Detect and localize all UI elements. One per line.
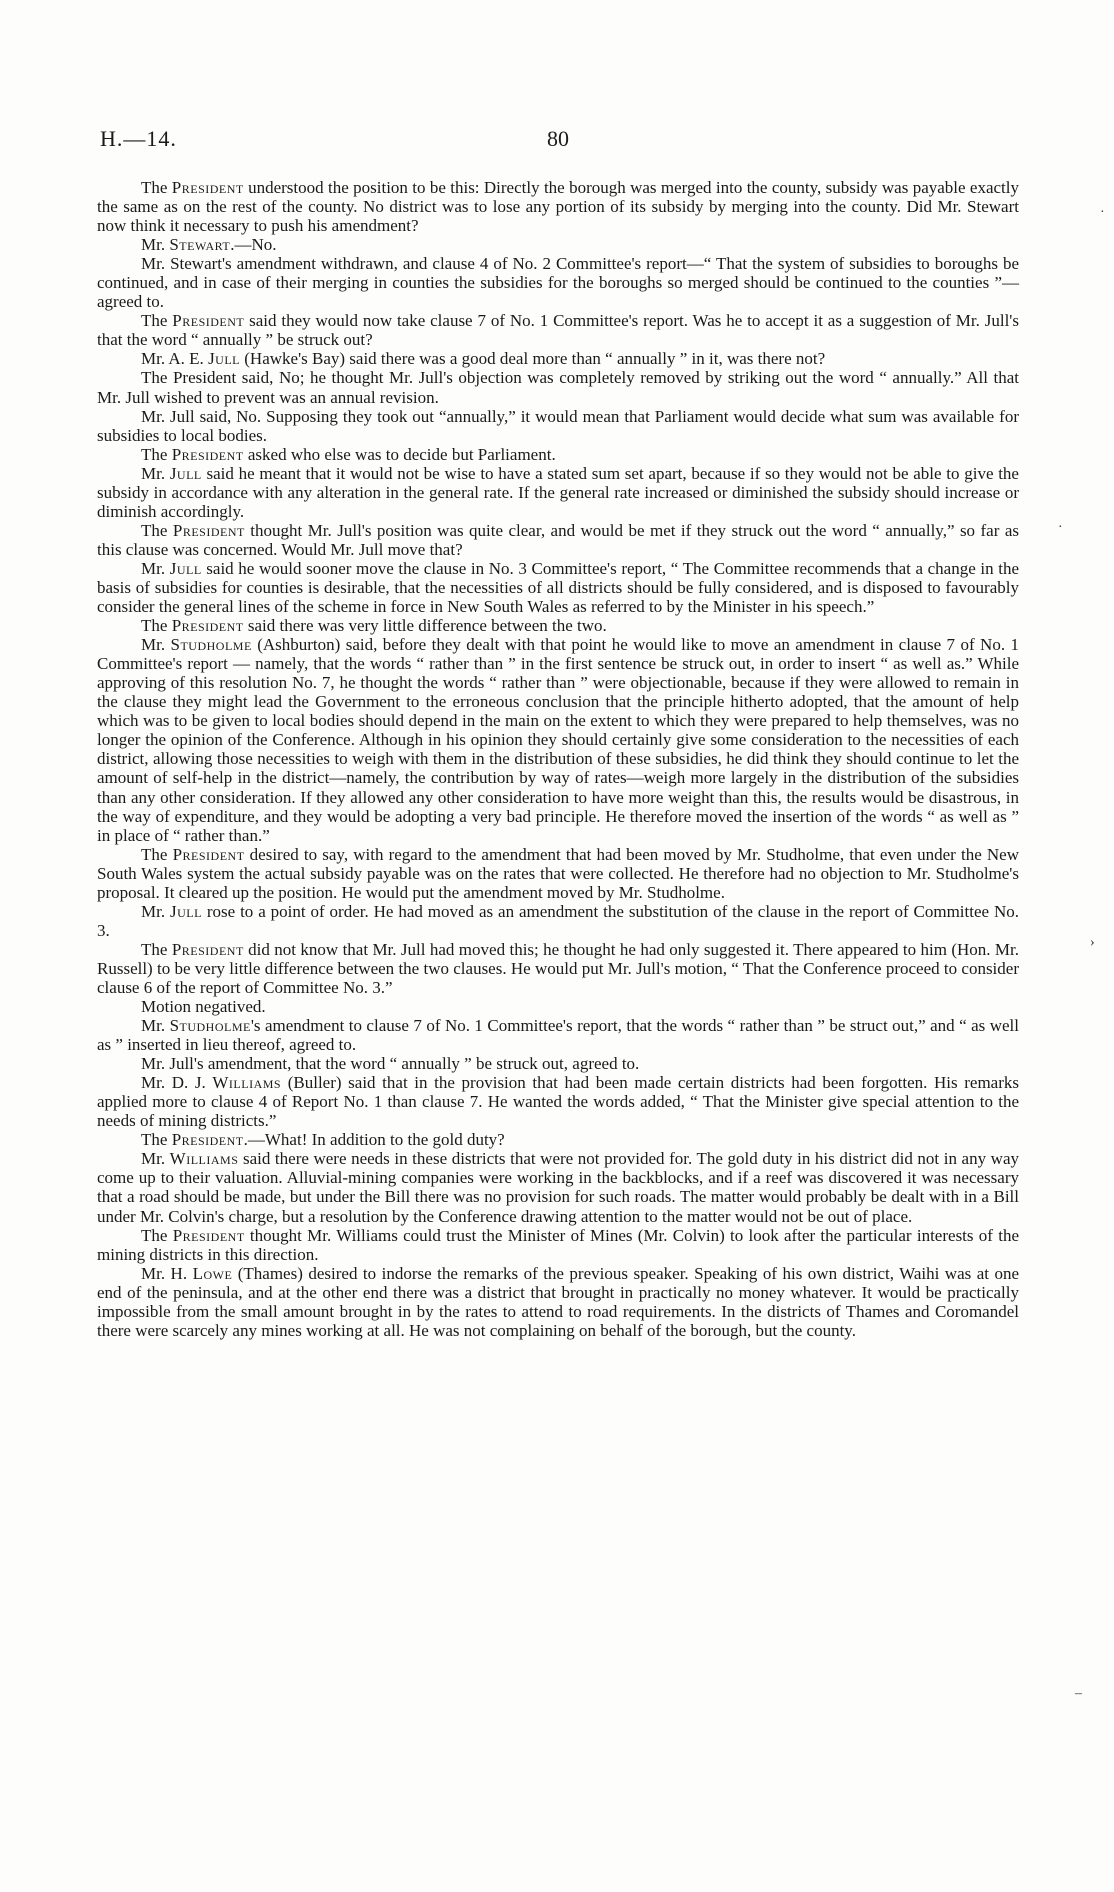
paragraph: [97, 559, 1019, 616]
paragraph: [97, 940, 1019, 997]
paragraph: [97, 1016, 1019, 1054]
paragraph-text: Mr.: [141, 635, 171, 655]
margin-mark: ›: [1090, 935, 1095, 950]
paragraph: [97, 635, 1019, 845]
paragraph-text: understood the position to be this: Directly the borough was merged into the county, subsidy was payable exactly the same as on the rest of the county. No district was to lose any portion of its subsidy by merging into the county. Did Mr. Stewart now think it necessary to push his amendment?: [97, 178, 1019, 236]
paragraph-text: Mr. Stewart's amendment withdrawn, and clause 4 of No. 2 Committee's report—“ That the system of subsidies to boroughs be continued, and in case of their merging in counties the subsidies for the boroughs so merged should be continued to the counties ”—agreed to.: [97, 254, 1019, 312]
speaker-name: President: [171, 616, 244, 636]
speaker-name: President: [172, 844, 245, 864]
speaker-name: President: [171, 1130, 244, 1150]
speaker-name: Stewart: [169, 235, 231, 255]
paragraph-text: Mr. H.: [141, 1263, 193, 1283]
paragraph-text: The President said, No; he thought Mr. Jull's objection was completely removed by striking out the word “ annually.” All that Mr. Jull wished to prevent was an annual revision.: [97, 368, 1019, 407]
speaker-name: President: [171, 939, 244, 959]
paragraph: [97, 521, 1019, 559]
paragraph-text: 's amendment to clause 7 of No. 1 Committee's report, that the words “ rather than ” be struct out,” and “ as well as ” inserted in lieu thereof, agreed to.: [97, 1016, 1019, 1055]
paragraph-text: said he meant that it would not be wise to have a stated sum set apart, because if so they would not be able to give the subsidy in accordance with any alteration in the general rate. If the general rate increased or diminished the subsidy should increase or diminish accordingly.: [97, 463, 1019, 521]
paragraph-text: said they would now take clause 7 of No. 1 Committee's report. Was he to accept it as a suggestion of Mr. Jull's that the word “ annually ” be struck out?: [97, 311, 1019, 350]
paragraph-text: Mr.: [141, 463, 170, 483]
speaker-name: Jull: [169, 558, 202, 578]
paragraph-text: The: [141, 844, 173, 864]
margin-mark: ·: [1100, 205, 1105, 220]
margin-mark: ·: [1058, 520, 1063, 535]
paragraph-text: said there was very little difference between the two.: [243, 616, 607, 636]
paragraph-text: Mr. Jull said, No. Supposing they took out “annually,” it would mean that Parliament would decide what sum was available for subsidies to local bodies.: [97, 406, 1019, 445]
page-header: [100, 126, 1020, 156]
speaker-name: President: [171, 178, 244, 197]
speaker-name: President: [172, 520, 245, 540]
paragraph-text: asked who else was to decide but Parliament.: [243, 444, 556, 464]
paragraph-text: The: [141, 444, 172, 464]
paragraph: [97, 1130, 1019, 1149]
paragraph: [97, 464, 1019, 521]
paragraph-text: (Hawke's Bay) said there was a good deal more than “ annually ” in it, was there not?: [240, 349, 826, 369]
paragraph-text: Mr. D. J.: [141, 1073, 213, 1093]
speaker-name: Jull: [169, 463, 202, 483]
paragraph: [97, 445, 1019, 464]
paragraph: [97, 311, 1019, 349]
paragraph-text: rose to a point of order. He had moved as an amendment the substitution of the clause in the report of Committee No. 3.: [97, 901, 1019, 940]
paragraph-text: (Buller) said that in the provision that had been made certain districts had been forgotten. His remarks applied more to clause 4 of Report No. 1 than clause 7. He wanted the words added, “ That the Minister give special attention to the needs of mining districts.”: [97, 1073, 1019, 1131]
paragraph-text: The: [141, 1130, 172, 1150]
paragraph: [97, 902, 1019, 940]
paragraph: [97, 845, 1019, 902]
paragraph-text: The: [141, 178, 172, 197]
speaker-name: Jull: [208, 349, 241, 369]
speaker-name: Studholme: [170, 635, 252, 655]
paragraph: [97, 616, 1019, 635]
paragraph-text: said there were needs in these districts that were not provided for. The gold duty in his district did not in any way come up to their valuation. Alluvial-mining companies were working in the backblocks, and if a reef was discovered it was necessary that a road should be made, but under the Bill there was no provision for such roads. The matter would probably be dealt with in a Bill under Mr. Colvin's charge, but a resolution by the Conference drawing attention to the matter would not be out of place.: [97, 1149, 1019, 1226]
paragraph-text: thought Mr. Jull's position was quite clear, and would be met if they struck out the word “ annually,” so far as this clause was concerned. Would Mr. Jull move that?: [97, 520, 1019, 559]
paragraph-text: The: [141, 520, 173, 540]
paragraph-text: said he would sooner move the clause in No. 3 Committee's report, “ The Committee recommends that a change in the basis of subsidies for counties is desirable, that the necessities of all districts should be fully considered, and is disposed to favourably consider the general lines of the scheme in force in New South Wales as referred to by the Minister in his speech.”: [97, 558, 1019, 617]
paragraph-text: The: [141, 1225, 173, 1245]
paragraph-text: Mr.: [141, 1149, 170, 1169]
paragraph: [97, 1149, 1019, 1225]
paragraph: [97, 235, 1019, 254]
paragraph: [97, 1226, 1019, 1264]
paragraph-text: The: [141, 616, 172, 636]
paragraph-text: Mr.: [141, 558, 170, 578]
paragraph-text: Mr.: [141, 901, 170, 921]
speaker-name: President: [171, 444, 244, 464]
paragraph: [97, 178, 1019, 235]
paragraph: [97, 349, 1019, 368]
paragraph-text: Mr.: [141, 1016, 170, 1036]
paragraph-text: Mr. Jull's amendment, that the word “ annually ” be struck out, agreed to.: [141, 1054, 640, 1074]
paragraph: [97, 1054, 1019, 1073]
paragraph: [97, 407, 1019, 445]
paragraph-text: Mr. A. E.: [141, 349, 209, 369]
paragraph: [97, 997, 1019, 1016]
paragraph: [97, 1073, 1019, 1130]
paragraph: [97, 368, 1019, 406]
paragraph: [97, 254, 1019, 311]
speaker-name: Studholme: [169, 1016, 251, 1036]
speaker-name: Williams: [169, 1149, 239, 1169]
paragraph-text: (Ashburton) said, before they dealt with that point he would like to move an amendment in clause 7 of No. 1 Committee's report — namely, that the words “ rather than ” in the first sentence be struck out, in order to insert “ as well as.” While approving of this resolution No. 7, he thought the words “ rather than ” were objectionable, because if they were allowed to remain in the clause they might lead the Government to the erroneous conclusion that the principle hitherto adopted, that the amount of help which was to be given to local bodies should depend in the main on the extent to which they were prepared to help themselves, was no longer the opinion of the Conference. Although in his opinion they should certainly give some consideration to the necessities of each district, allowing those necessities to weigh with them in the distribution of these subsidies, he did think they should continue to let the amount of self-help in the district—namely, the contribution by way of rates—weigh more largely in the distribution of the subsidies than any other consideration. If they allowed any other consideration to have more weight than this, the results would be disastrous, in the way of expenditure, and they would be adopting a very bad principle. He therefore moved the insertion of the words “ as well as ” in place of “ rather than.”: [97, 635, 1019, 845]
speaker-name: Jull: [170, 901, 202, 921]
paragraph-text: (Thames) desired to indorse the remarks of the previous speaker. Speaking of his own district, Waihi was at one end of the peninsula, and at the other end there was a district that brought in practically no money whatever. It would be practically impossible from the small amount brought in by the rates to attend to road requirements. In the districts of Thames and Coromandel there were scarcely any mines working at all. He was not complaining on behalf of the borough, but the county.: [97, 1263, 1019, 1340]
document-reference: H.—14.: [100, 126, 177, 151]
paragraph-text: desired to say, with regard to the amendment that had been moved by Mr. Studholme, that even under the New South Wales system the actual subsidy payable was on the rates that were collected. He therefore had no objection to Mr. Studholme's proposal. It cleared up the position. He would put the amendment moved by Mr. Studholme.: [97, 844, 1019, 902]
margin-mark: –: [1075, 1686, 1082, 1701]
proceedings-text: [97, 178, 1019, 1340]
paragraph: [97, 1264, 1019, 1340]
speaker-name: President: [172, 311, 245, 331]
paragraph-text: The: [141, 311, 173, 331]
paragraph-text: .—No.: [230, 235, 277, 255]
speaker-name: Lowe: [192, 1263, 233, 1283]
paragraph-text: Motion negatived.: [141, 997, 266, 1017]
paragraph-text: The: [141, 939, 172, 959]
page-number: 80: [547, 126, 569, 151]
paragraph-text: Mr.: [141, 235, 170, 255]
speaker-name: President: [172, 1225, 245, 1245]
paragraph-text: thought Mr. Williams could trust the Minister of Mines (Mr. Colvin) to look after the particular interests of the mining districts in this direction.: [97, 1225, 1019, 1264]
speaker-name: Williams: [212, 1073, 282, 1093]
paragraph-text: did not know that Mr. Jull had moved this; he thought he had only suggested it. There appeared to him (Hon. Mr. Russell) to be very little difference between the two clauses. He would put Mr. Jull's motion, “ That the Conference proceed to consider clause 6 of the report of Committee No. 3.”: [97, 939, 1019, 997]
paragraph-text: .—What! In addition to the gold duty?: [243, 1130, 505, 1150]
